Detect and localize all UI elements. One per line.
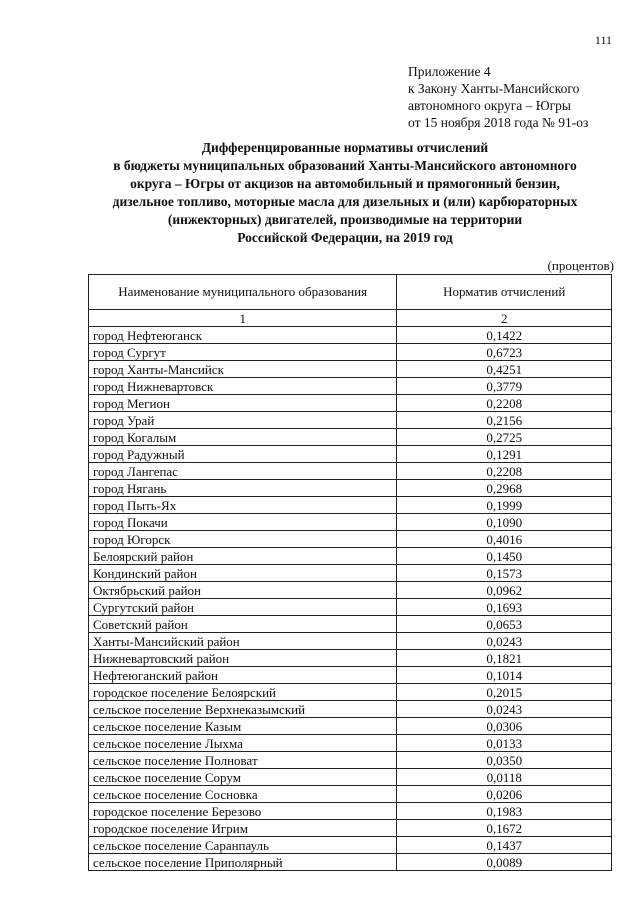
table-row (89, 514, 612, 531)
norm-value-cell: 0,2208 (397, 395, 612, 412)
table-row (89, 548, 612, 565)
norm-value-cell: 0,2015 (397, 684, 612, 701)
appendix-line: Приложение 4 (408, 64, 491, 79)
norm-value-cell: 0,1437 (397, 837, 612, 854)
norm-value-cell: 0,0653 (397, 616, 612, 633)
table-row (89, 786, 612, 803)
norm-value-cell: 0,2968 (397, 480, 612, 497)
norm-value-cell: 0,0243 (397, 701, 612, 718)
table-row (89, 718, 612, 735)
municipality-name-cell: Кондинский район (89, 565, 397, 582)
municipality-name-cell: Октябрьский район (89, 582, 397, 599)
table-row (89, 701, 612, 718)
municipality-name-cell: город Урай (89, 412, 397, 429)
norm-value-cell: 0,6723 (397, 344, 612, 361)
norm-value-cell: 0,1821 (397, 650, 612, 667)
table-row (89, 378, 612, 395)
table-row (89, 497, 612, 514)
table-row (89, 752, 612, 769)
table-row (89, 565, 612, 582)
table-row (89, 480, 612, 497)
header-municipality: Наименование муниципального образования (89, 275, 397, 310)
table-row (89, 446, 612, 463)
municipality-name-cell: городское поселение Игрим (89, 820, 397, 837)
norm-value-cell: 0,0306 (397, 718, 612, 735)
norm-value-cell: 0,1422 (397, 327, 612, 344)
table-row (89, 429, 612, 446)
municipality-name-cell: сельское поселение Полноват (89, 752, 397, 769)
municipality-name-cell: город Югорск (89, 531, 397, 548)
norm-value-cell: 0,3779 (397, 378, 612, 395)
title-line: (инжекторных) двигателей, производимые на территории (167, 212, 523, 227)
table-row (89, 616, 612, 633)
municipality-name-cell: сельское поселение Приполярный (89, 854, 397, 871)
municipality-name-cell: Ханты-Мансийский район (89, 633, 397, 650)
table-row (89, 582, 612, 599)
norm-value-cell: 0,1291 (397, 446, 612, 463)
table-row (89, 837, 612, 854)
table-row (89, 803, 612, 820)
municipality-name-cell: сельское поселение Лыхма (89, 735, 397, 752)
table-row (89, 463, 612, 480)
municipality-name-cell: город Лангепас (89, 463, 397, 480)
norm-value-cell: 0,0133 (397, 735, 612, 752)
table-row (89, 769, 612, 786)
norms-table (88, 274, 612, 871)
norm-value-cell: 0,0962 (397, 582, 612, 599)
table-row (89, 531, 612, 548)
norm-value-cell: 0,1999 (397, 497, 612, 514)
table-row (89, 667, 612, 684)
norm-value-cell: 0,0206 (397, 786, 612, 803)
norm-value-cell: 0,1983 (397, 803, 612, 820)
norm-value-cell: 0,1693 (397, 599, 612, 616)
table-row (89, 633, 612, 650)
units-label: (процентов) (547, 258, 614, 273)
table-row (89, 412, 612, 429)
norm-value-cell: 0,0243 (397, 633, 612, 650)
column-number-2: 2 (397, 310, 612, 327)
appendix-reference (408, 63, 588, 131)
title-line: округа – Югры от акцизов на автомобильный и прямогонный бензин, (130, 176, 560, 191)
table-column-number-row (89, 310, 612, 327)
municipality-name-cell: город Нефтеюганск (89, 327, 397, 344)
table-row (89, 650, 612, 667)
municipality-name-cell: город Покачи (89, 514, 397, 531)
title-line: Российской Федерации, на 2019 год (237, 230, 453, 245)
table-row (89, 361, 612, 378)
table-row (89, 599, 612, 616)
municipality-name-cell: город Пыть-Ях (89, 497, 397, 514)
table-row (89, 395, 612, 412)
table-row (89, 854, 612, 871)
table-row (89, 327, 612, 344)
municipality-name-cell: городское поселение Березово (89, 803, 397, 820)
table-row (89, 820, 612, 837)
table-header-row (89, 275, 612, 310)
norm-value-cell: 0,0089 (397, 854, 612, 871)
municipality-name-cell: Белоярский район (89, 548, 397, 565)
municipality-name-cell: Сургутский район (89, 599, 397, 616)
table-row (89, 344, 612, 361)
municipality-name-cell: город Нижневартовск (89, 378, 397, 395)
municipality-name-cell: город Мегион (89, 395, 397, 412)
municipality-name-cell: город Радужный (89, 446, 397, 463)
municipality-name-cell: сельское поселение Сорум (89, 769, 397, 786)
municipality-name-cell: сельское поселение Сосновка (89, 786, 397, 803)
municipality-name-cell: город Нягань (89, 480, 397, 497)
appendix-line: к Закону Ханты-Мансийского (408, 81, 580, 96)
municipality-name-cell: сельское поселение Верхнеказымский (89, 701, 397, 718)
municipality-name-cell: город Когалым (89, 429, 397, 446)
table-row (89, 735, 612, 752)
municipality-name-cell: Советский район (89, 616, 397, 633)
document-title (60, 139, 630, 247)
norm-value-cell: 0,4016 (397, 531, 612, 548)
municipality-name-cell: город Ханты-Мансийск (89, 361, 397, 378)
norm-value-cell: 0,4251 (397, 361, 612, 378)
municipality-name-cell: городское поселение Белоярский (89, 684, 397, 701)
appendix-line: от 15 ноября 2018 года № 91-оз (408, 115, 589, 130)
title-line: в бюджеты муниципальных образований Ханты-Мансийского автономного (113, 158, 577, 173)
norm-value-cell: 0,1573 (397, 565, 612, 582)
municipality-name-cell: город Сургут (89, 344, 397, 361)
municipality-name-cell: сельское поселение Казым (89, 718, 397, 735)
municipality-name-cell: Нижневартовский район (89, 650, 397, 667)
norm-value-cell: 0,1450 (397, 548, 612, 565)
appendix-line: автономного округа – Югры (408, 98, 571, 113)
norm-value-cell: 0,1672 (397, 820, 612, 837)
title-line: Дифференцированные нормативы отчислений (201, 140, 489, 155)
norm-value-cell: 0,1090 (397, 514, 612, 531)
municipality-name-cell: Нефтеюганский район (89, 667, 397, 684)
norm-value-cell: 0,0350 (397, 752, 612, 769)
norm-value-cell: 0,0118 (397, 769, 612, 786)
title-line: дизельное топливо, моторные масла для дизельных и (или) карбюраторных (112, 194, 578, 209)
norm-value-cell: 0,1014 (397, 667, 612, 684)
column-number-1: 1 (89, 310, 397, 327)
municipality-name-cell: сельское поселение Саранпауль (89, 837, 397, 854)
table-body (89, 327, 612, 871)
page-number: 111 (594, 33, 612, 47)
table-row (89, 684, 612, 701)
norm-value-cell: 0,2208 (397, 463, 612, 480)
norm-value-cell: 0,2156 (397, 412, 612, 429)
norm-value-cell: 0,2725 (397, 429, 612, 446)
header-norm: Норматив отчислений (397, 275, 612, 310)
